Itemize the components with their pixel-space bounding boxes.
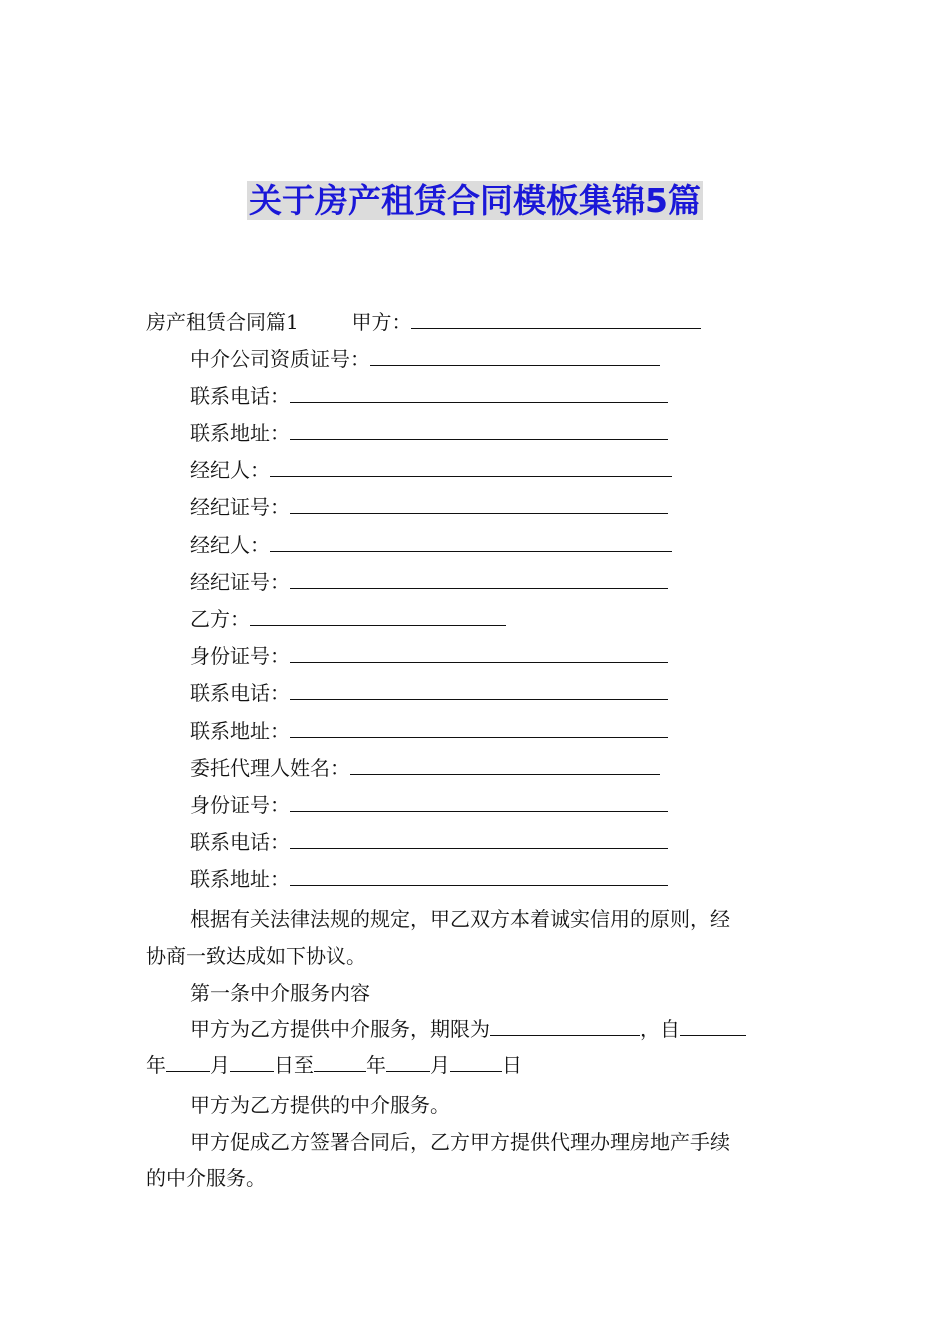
field-blank	[290, 642, 668, 663]
date-day-to-label: 日至	[274, 1053, 314, 1077]
field-line	[190, 567, 668, 597]
heading-line	[146, 307, 701, 337]
field-blank	[290, 493, 668, 514]
field-label: 经纪人：	[190, 458, 270, 482]
party-a-blank	[411, 308, 701, 329]
field-blank	[290, 419, 668, 440]
term-from: ，自	[640, 1017, 680, 1041]
date-year-label: 年	[146, 1053, 166, 1077]
date-month2-label: 月	[430, 1053, 450, 1077]
term-blank	[490, 1015, 640, 1036]
field-blank	[290, 865, 668, 886]
field-blank	[290, 568, 668, 589]
field-blank	[290, 717, 668, 738]
field-label: 联系电话：	[190, 830, 290, 854]
field-label: 身份证号：	[190, 644, 290, 668]
field-label: 联系电话：	[190, 681, 290, 705]
field-label: 乙方：	[190, 607, 250, 631]
date-line	[146, 1050, 522, 1080]
field-line	[190, 678, 668, 708]
date-blank	[450, 1051, 502, 1072]
document-title-text: 关于房产租赁合同模板集锦5篇	[249, 181, 701, 220]
term-from-blank	[680, 1015, 746, 1036]
field-line	[190, 604, 506, 634]
date-day2-label: 日	[502, 1053, 522, 1077]
agency-paragraph-line1: 甲方促成乙方签署合同后，乙方甲方提供代理办理房地产手续	[190, 1130, 730, 1154]
date-blank	[386, 1051, 430, 1072]
section-heading: 房产租赁合同篇1	[146, 310, 299, 334]
field-line	[190, 418, 668, 448]
field-blank	[270, 531, 672, 552]
field-blank	[290, 679, 668, 700]
date-blank	[230, 1051, 274, 1072]
field-label: 联系地址：	[190, 719, 290, 743]
field-label: 联系地址：	[190, 867, 290, 891]
field-label: 经纪证号：	[190, 495, 290, 519]
field-blank	[250, 605, 506, 626]
article1-heading: 第一条中介服务内容	[190, 981, 370, 1005]
field-line	[190, 455, 672, 485]
field-line	[190, 530, 672, 560]
field-blank	[350, 754, 660, 775]
field-line	[190, 753, 660, 783]
date-blank	[314, 1051, 366, 1072]
field-label: 联系地址：	[190, 421, 290, 445]
field-line	[190, 381, 668, 411]
term-prefix: 甲方为乙方提供中介服务，期限为	[190, 1017, 490, 1041]
date-month-label: 月	[210, 1053, 230, 1077]
agency-paragraph-line2: 的中介服务。	[146, 1166, 266, 1190]
field-line	[190, 492, 668, 522]
field-label: 联系电话：	[190, 384, 290, 408]
field-line	[190, 641, 668, 671]
field-line	[190, 864, 668, 894]
field-line	[190, 344, 660, 374]
date-blank	[166, 1051, 210, 1072]
term-line	[190, 1014, 746, 1044]
field-blank	[370, 345, 660, 366]
date-year2-label: 年	[366, 1053, 386, 1077]
field-label: 委托代理人姓名：	[190, 756, 350, 780]
intro-paragraph-line1: 根据有关法律法规的规定，甲乙双方本着诚实信用的原则，经	[190, 907, 730, 931]
field-blank	[270, 456, 672, 477]
field-label: 身份证号：	[190, 793, 290, 817]
field-blank	[290, 382, 668, 403]
field-label: 经纪人：	[190, 533, 270, 557]
field-line	[190, 716, 668, 746]
intro-paragraph-line2: 协商一致达成如下协议。	[146, 944, 366, 968]
field-blank	[290, 828, 668, 849]
party-a-label: 甲方：	[351, 310, 412, 334]
service-paragraph: 甲方为乙方提供的中介服务。	[190, 1093, 450, 1117]
field-blank	[290, 791, 668, 812]
field-line	[190, 827, 668, 857]
field-label: 经纪证号：	[190, 570, 290, 594]
field-label: 中介公司资质证号：	[190, 347, 370, 371]
document-title	[0, 176, 950, 226]
field-line	[190, 790, 668, 820]
